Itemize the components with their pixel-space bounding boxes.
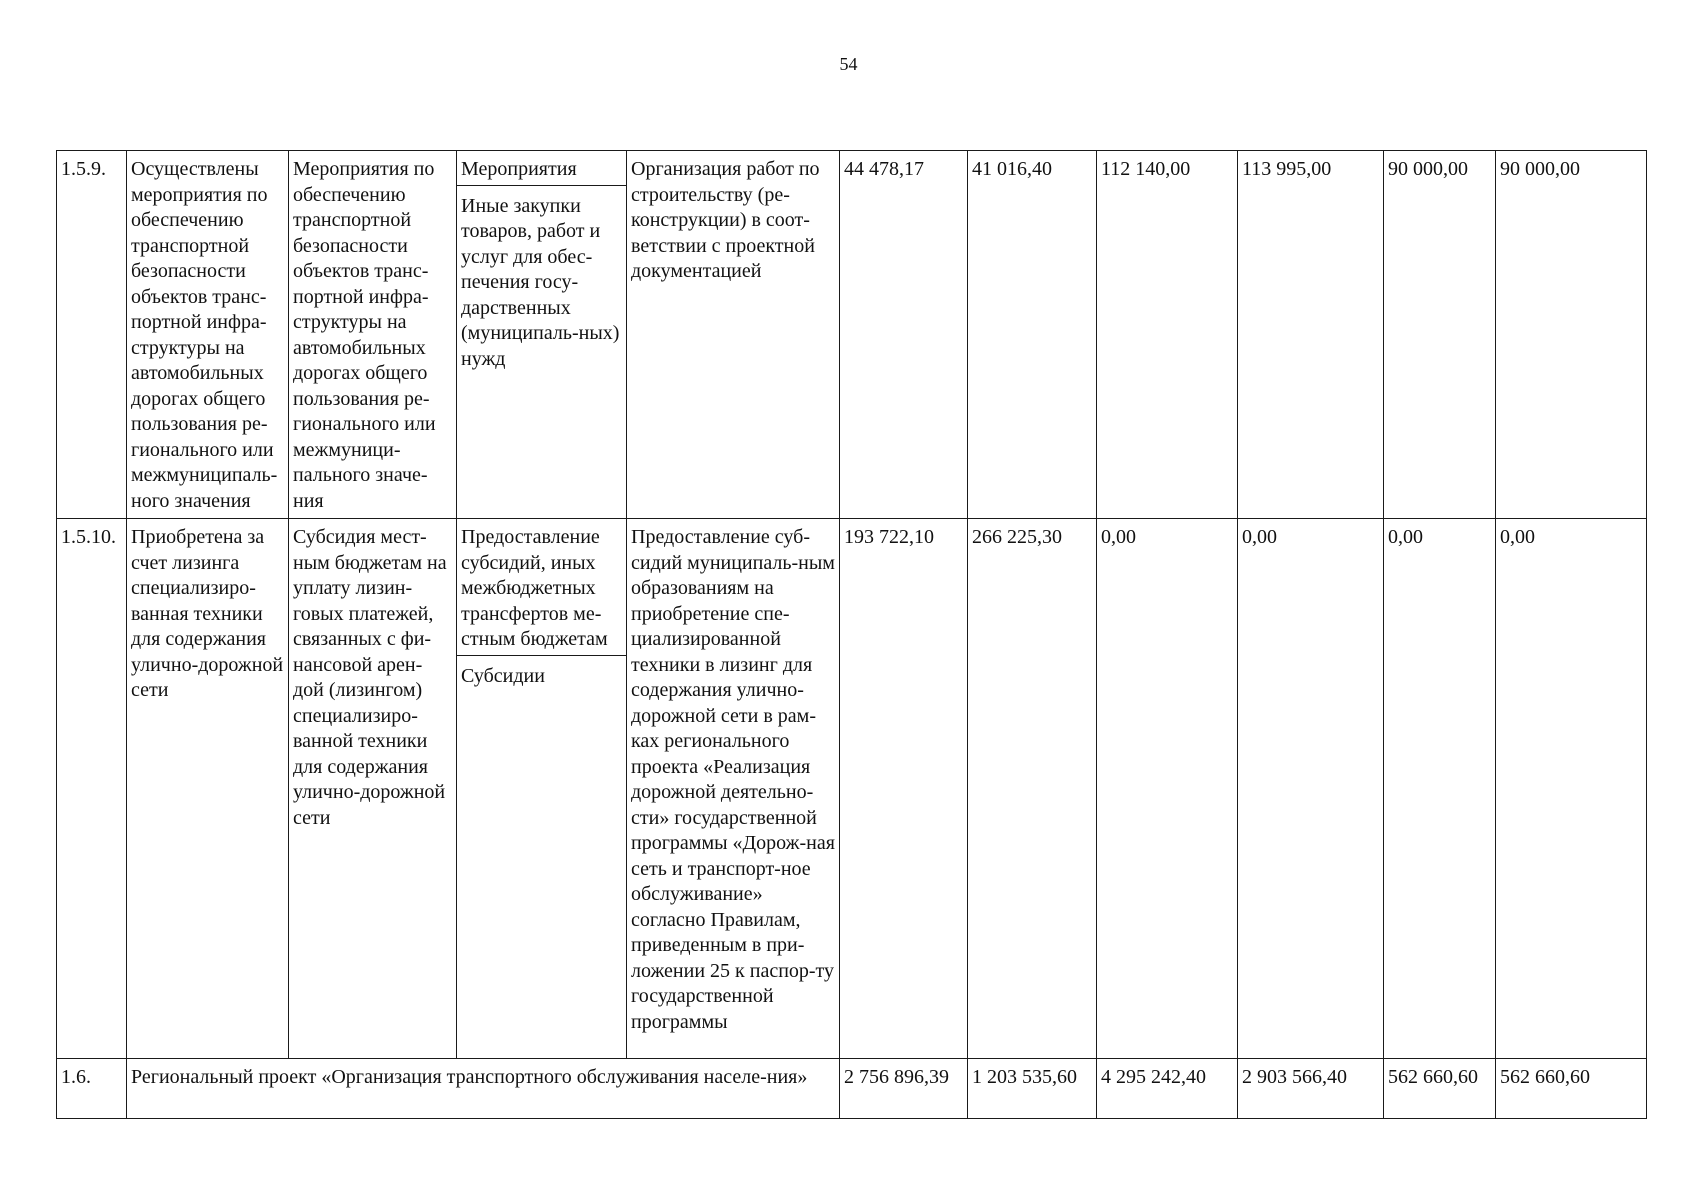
expense-type-bottom: Иные закупки товаров, работ и услуг для обес-печения госу-дарственных (муниципаль-ных) нужд [461, 194, 620, 370]
table-row [57, 151, 1647, 519]
value-cell: 1 203 535,60 [968, 1059, 1097, 1119]
value-cell: 193 722,10 [840, 519, 968, 1059]
result-cell: Осуществлены мероприятия по обеспечению транспортной безопасности объектов транс-портной инфра-структуры на автомобильных дорогах общего пользования ре-гионального или межмуниципаль-ного значения [127, 151, 289, 519]
value-cell: 0,00 [1238, 519, 1384, 1059]
event-cell: Субсидия мест-ным бюджетам на уплату лизин-говых платежей, связанных с фи-нансовой арен-дой (лизингом) специализиро-ванной техники для содержания улично-дорожной сети [289, 519, 457, 1059]
value-cell: 0,00 [1097, 519, 1238, 1059]
value-cell: 0,00 [1384, 519, 1496, 1059]
value-cell: 41 016,40 [968, 151, 1097, 519]
event-cell: Мероприятия по обеспечению транспортной безопасности объектов транс-портной инфра-структуры на автомобильных дорогах общего пользования ре-гионального или межмуници-пального значе-ния [289, 151, 457, 519]
value-cell: 113 995,00 [1238, 151, 1384, 519]
value-cell: 266 225,30 [968, 519, 1097, 1059]
description-cell: Предоставление суб-сидий муниципаль-ным образованиям на приобретение спе-циализированной техники в лизинг для содержания улично-дорожной сети в рам-ках регионального проекта «Реализация дорожной деятельно-сти» государственной программы «Дорож-ная сеть и транспорт-ное обслуживание» согласно Правилам, приведенным в при-ложении 25 к паспор-ту государственной программы [627, 519, 840, 1059]
table-row [57, 519, 1647, 1059]
expense-type-cell [457, 519, 627, 1059]
expense-type-cell [457, 151, 627, 519]
description-cell: Организация работ по строительству (ре-конструкции) в соот-ветствии с проектной документацией [627, 151, 840, 519]
budget-table [56, 150, 1647, 1119]
value-cell: 90 000,00 [1496, 151, 1647, 519]
value-cell: 90 000,00 [1384, 151, 1496, 519]
value-cell: 2 903 566,40 [1238, 1059, 1384, 1119]
value-cell: 562 660,60 [1384, 1059, 1496, 1119]
expense-type-top: Мероприятия [457, 151, 626, 186]
row-code: 1.5.10. [57, 519, 127, 1059]
value-cell: 562 660,60 [1496, 1059, 1647, 1119]
project-title: Региональный проект «Организация транспортного обслуживания населе-ния» [127, 1059, 840, 1119]
page-number: 54 [839, 54, 858, 74]
row-code: 1.5.9. [57, 151, 127, 519]
row-code: 1.6. [57, 1059, 127, 1119]
value-cell: 44 478,17 [840, 151, 968, 519]
expense-type-top: Предоставление субсидий, иных межбюджетных трансфертов ме-стным бюджетам [457, 519, 626, 656]
table-row [57, 1059, 1647, 1119]
expense-type-bottom: Субсидии [461, 664, 545, 687]
value-cell: 112 140,00 [1097, 151, 1238, 519]
value-cell: 4 295 242,40 [1097, 1059, 1238, 1119]
value-cell: 0,00 [1496, 519, 1647, 1059]
value-cell: 2 756 896,39 [840, 1059, 968, 1119]
result-cell: Приобретена за счет лизинга специализиро-ванная техники для содержания улично-дорожной сети [127, 519, 289, 1059]
